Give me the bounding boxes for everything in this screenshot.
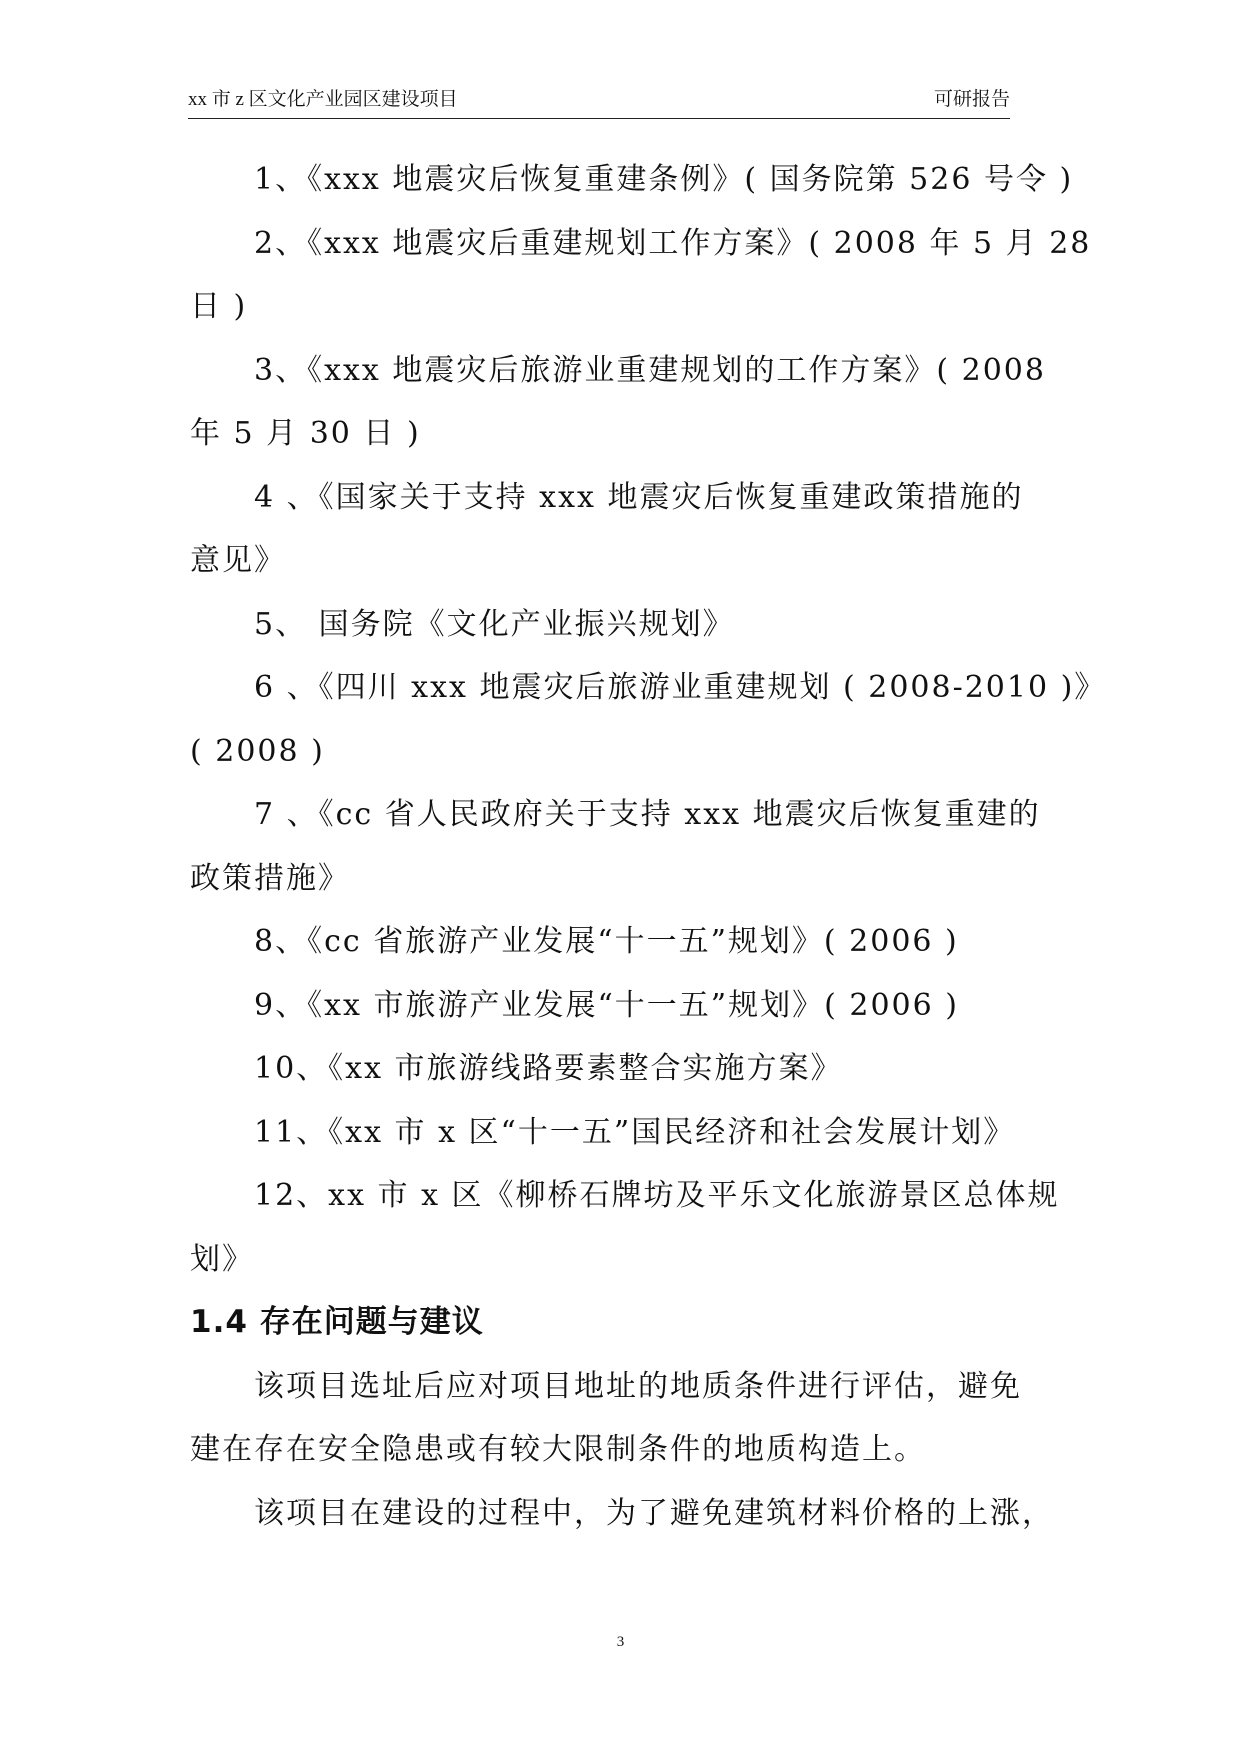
reference-item	[190, 466, 1060, 593]
reference-line: 3、《xxx 地震灾后旅游业重建规划的工作方案》( 2008	[254, 352, 1046, 388]
section-heading: 1.4 存在问题与建议	[190, 1304, 484, 1340]
reference-item	[190, 783, 1060, 910]
page-header	[188, 86, 1010, 119]
paragraph-line: 建在存在安全隐患或有较大限制条件的地质构造上。	[190, 1432, 926, 1467]
header-project-title: xx 市 z 区文化产业园区建设项目	[188, 89, 458, 110]
reference-item	[190, 656, 1107, 783]
reference-item	[190, 1037, 1060, 1101]
reference-list	[190, 148, 1107, 1291]
reference-line: 8、《cc 省旅游产业发展“十一五”规划》( 2006 )	[254, 924, 959, 959]
reference-item	[190, 148, 1074, 212]
reference-item	[190, 1101, 1060, 1165]
reference-line-continued: 划》	[190, 1241, 254, 1277]
page-number: 3	[616, 1634, 625, 1650]
section-paragraph	[190, 1482, 1060, 1546]
reference-item	[190, 910, 1060, 974]
reference-line-continued: 日 )	[190, 289, 248, 324]
reference-item	[190, 1164, 1060, 1291]
reference-line-continued: ( 2008 )	[190, 733, 325, 769]
reference-item	[190, 593, 1060, 657]
reference-item	[190, 974, 1060, 1038]
reference-line: 5、 国务院《文化产业振兴规划》	[254, 606, 735, 642]
reference-line: 4 、《国家关于支持 xxx 地震灾后恢复重建政策措施的	[254, 479, 1024, 515]
reference-line: 11、《xx 市 x 区“十一五”国民经济和社会发展计划》	[254, 1114, 1016, 1150]
reference-line: 12、xx 市 x 区《柳桥石牌坊及平乐文化旅游景区总体规	[254, 1178, 1060, 1213]
reference-line-continued: 意见》	[190, 543, 286, 578]
reference-line: 7 、《cc 省人民政府关于支持 xxx 地震灾后恢复重建的	[254, 797, 1041, 832]
reference-line: 1、《xxx 地震灾后恢复重建条例》( 国务院第 526 号令 )	[254, 162, 1074, 197]
reference-line: 10、《xx 市旅游线路要素整合实施方案》	[254, 1051, 843, 1086]
reference-line: 9、《xx 市旅游产业发展“十一五”规划》( 2006 )	[254, 987, 959, 1023]
paragraph-line: 该项目选址后应对项目地址的地质条件进行评估，避免	[254, 1368, 1022, 1404]
header-report-type: 可研报告	[933, 89, 1010, 110]
reference-line: 2、《xxx 地震灾后重建规划工作方案》( 2008 年 5 月 28	[254, 225, 1092, 261]
paragraph-line: 该项目在建设的过程中，为了避免建筑材料价格的上涨，	[254, 1495, 1054, 1531]
reference-line: 6 、《四川 xxx 地震灾后旅游业重建规划 ( 2008-2010 )》	[254, 670, 1107, 705]
reference-line-continued: 年 5 月 30 日 )	[190, 416, 421, 451]
page-body	[190, 148, 1107, 1545]
reference-item	[190, 339, 1060, 466]
reference-item	[190, 212, 1092, 339]
reference-line-continued: 政策措施》	[190, 860, 350, 896]
section-paragraph	[190, 1355, 1060, 1482]
